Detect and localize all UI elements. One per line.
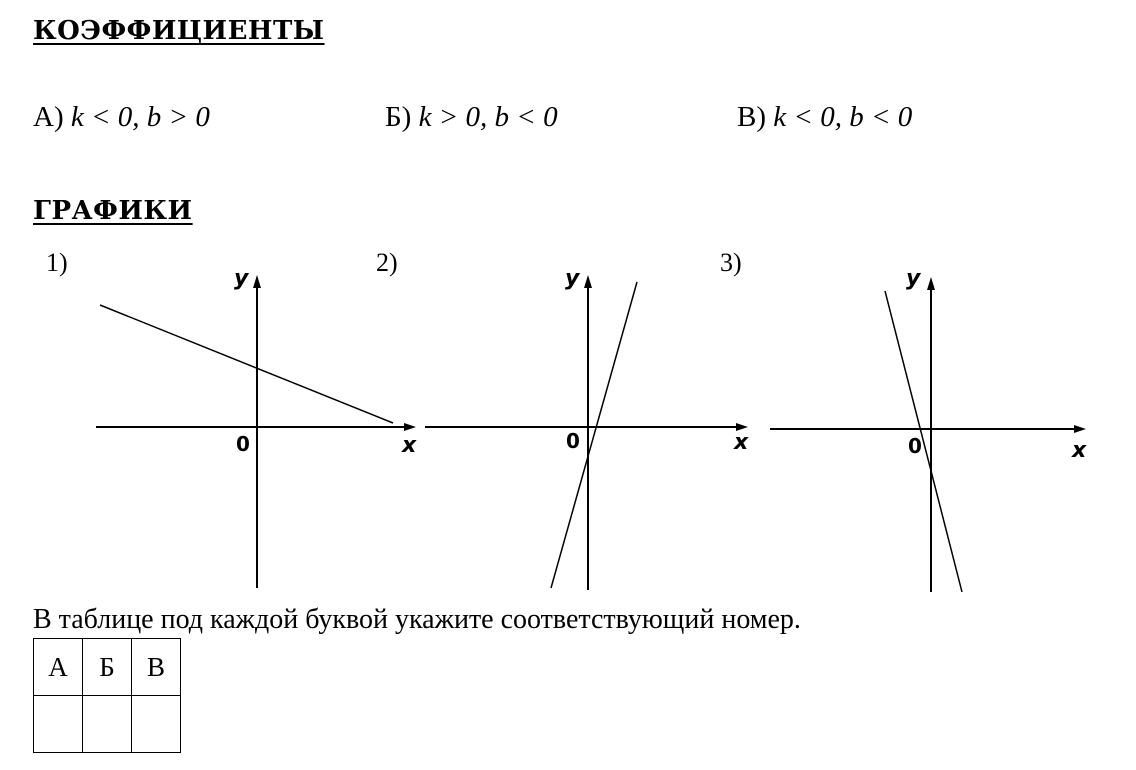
graph-3	[770, 266, 1087, 592]
answer-header-a: А	[34, 639, 83, 696]
graph-1-y-arrow	[253, 275, 261, 288]
graph-1-label: 1)	[46, 248, 68, 277]
answer-table	[33, 638, 181, 753]
graph-1-x-label: x	[402, 433, 417, 458]
graph-3-y-label: y	[906, 266, 921, 291]
answer-table-input-row	[34, 696, 181, 753]
graph-2-y-arrow	[584, 275, 592, 288]
graph-3-y-arrow	[927, 277, 935, 290]
option-v-letter: В)	[737, 101, 766, 133]
instruction-text: В таблице под каждой буквой укажите соответствующий номер.	[33, 604, 801, 635]
option-b-condition: k > 0, b < 0	[418, 101, 558, 133]
graph-3-line	[885, 291, 962, 592]
graph-1-y-label: y	[234, 266, 249, 291]
answer-header-v: В	[132, 639, 181, 696]
option-a-letter: А)	[33, 101, 64, 133]
graph-2-label: 2)	[376, 248, 398, 277]
graph-3-x-label: x	[1072, 438, 1087, 463]
answer-cell-a[interactable]	[34, 696, 83, 753]
coefficients-heading: КОЭФФИЦИЕНТЫ	[33, 16, 325, 46]
graph-2-line	[551, 282, 637, 588]
answer-cell-b[interactable]	[83, 696, 132, 753]
graph-1-x-arrow	[404, 423, 416, 431]
graph-1-origin-label: 0	[236, 432, 250, 456]
graph-2	[425, 266, 749, 590]
graph-3-x-arrow	[1074, 425, 1086, 433]
answer-cell-v[interactable]	[132, 696, 181, 753]
graph-3-label: 3)	[720, 248, 742, 277]
option-v-condition: k < 0, b < 0	[773, 101, 913, 133]
graph-2-origin-label: 0	[566, 429, 580, 453]
answer-table-header-row	[34, 639, 181, 696]
option-b-letter: Б)	[385, 101, 412, 133]
graph-1-line	[100, 305, 393, 423]
option-a-condition: k < 0, b > 0	[70, 101, 210, 133]
graph-2-y-label: y	[565, 266, 580, 291]
answer-header-b: Б	[83, 639, 132, 696]
graphs-heading: ГРАФИКИ	[33, 196, 193, 226]
graph-3-origin-label: 0	[908, 434, 922, 458]
graph-1	[96, 266, 417, 588]
graph-2-x-label: x	[734, 430, 749, 455]
